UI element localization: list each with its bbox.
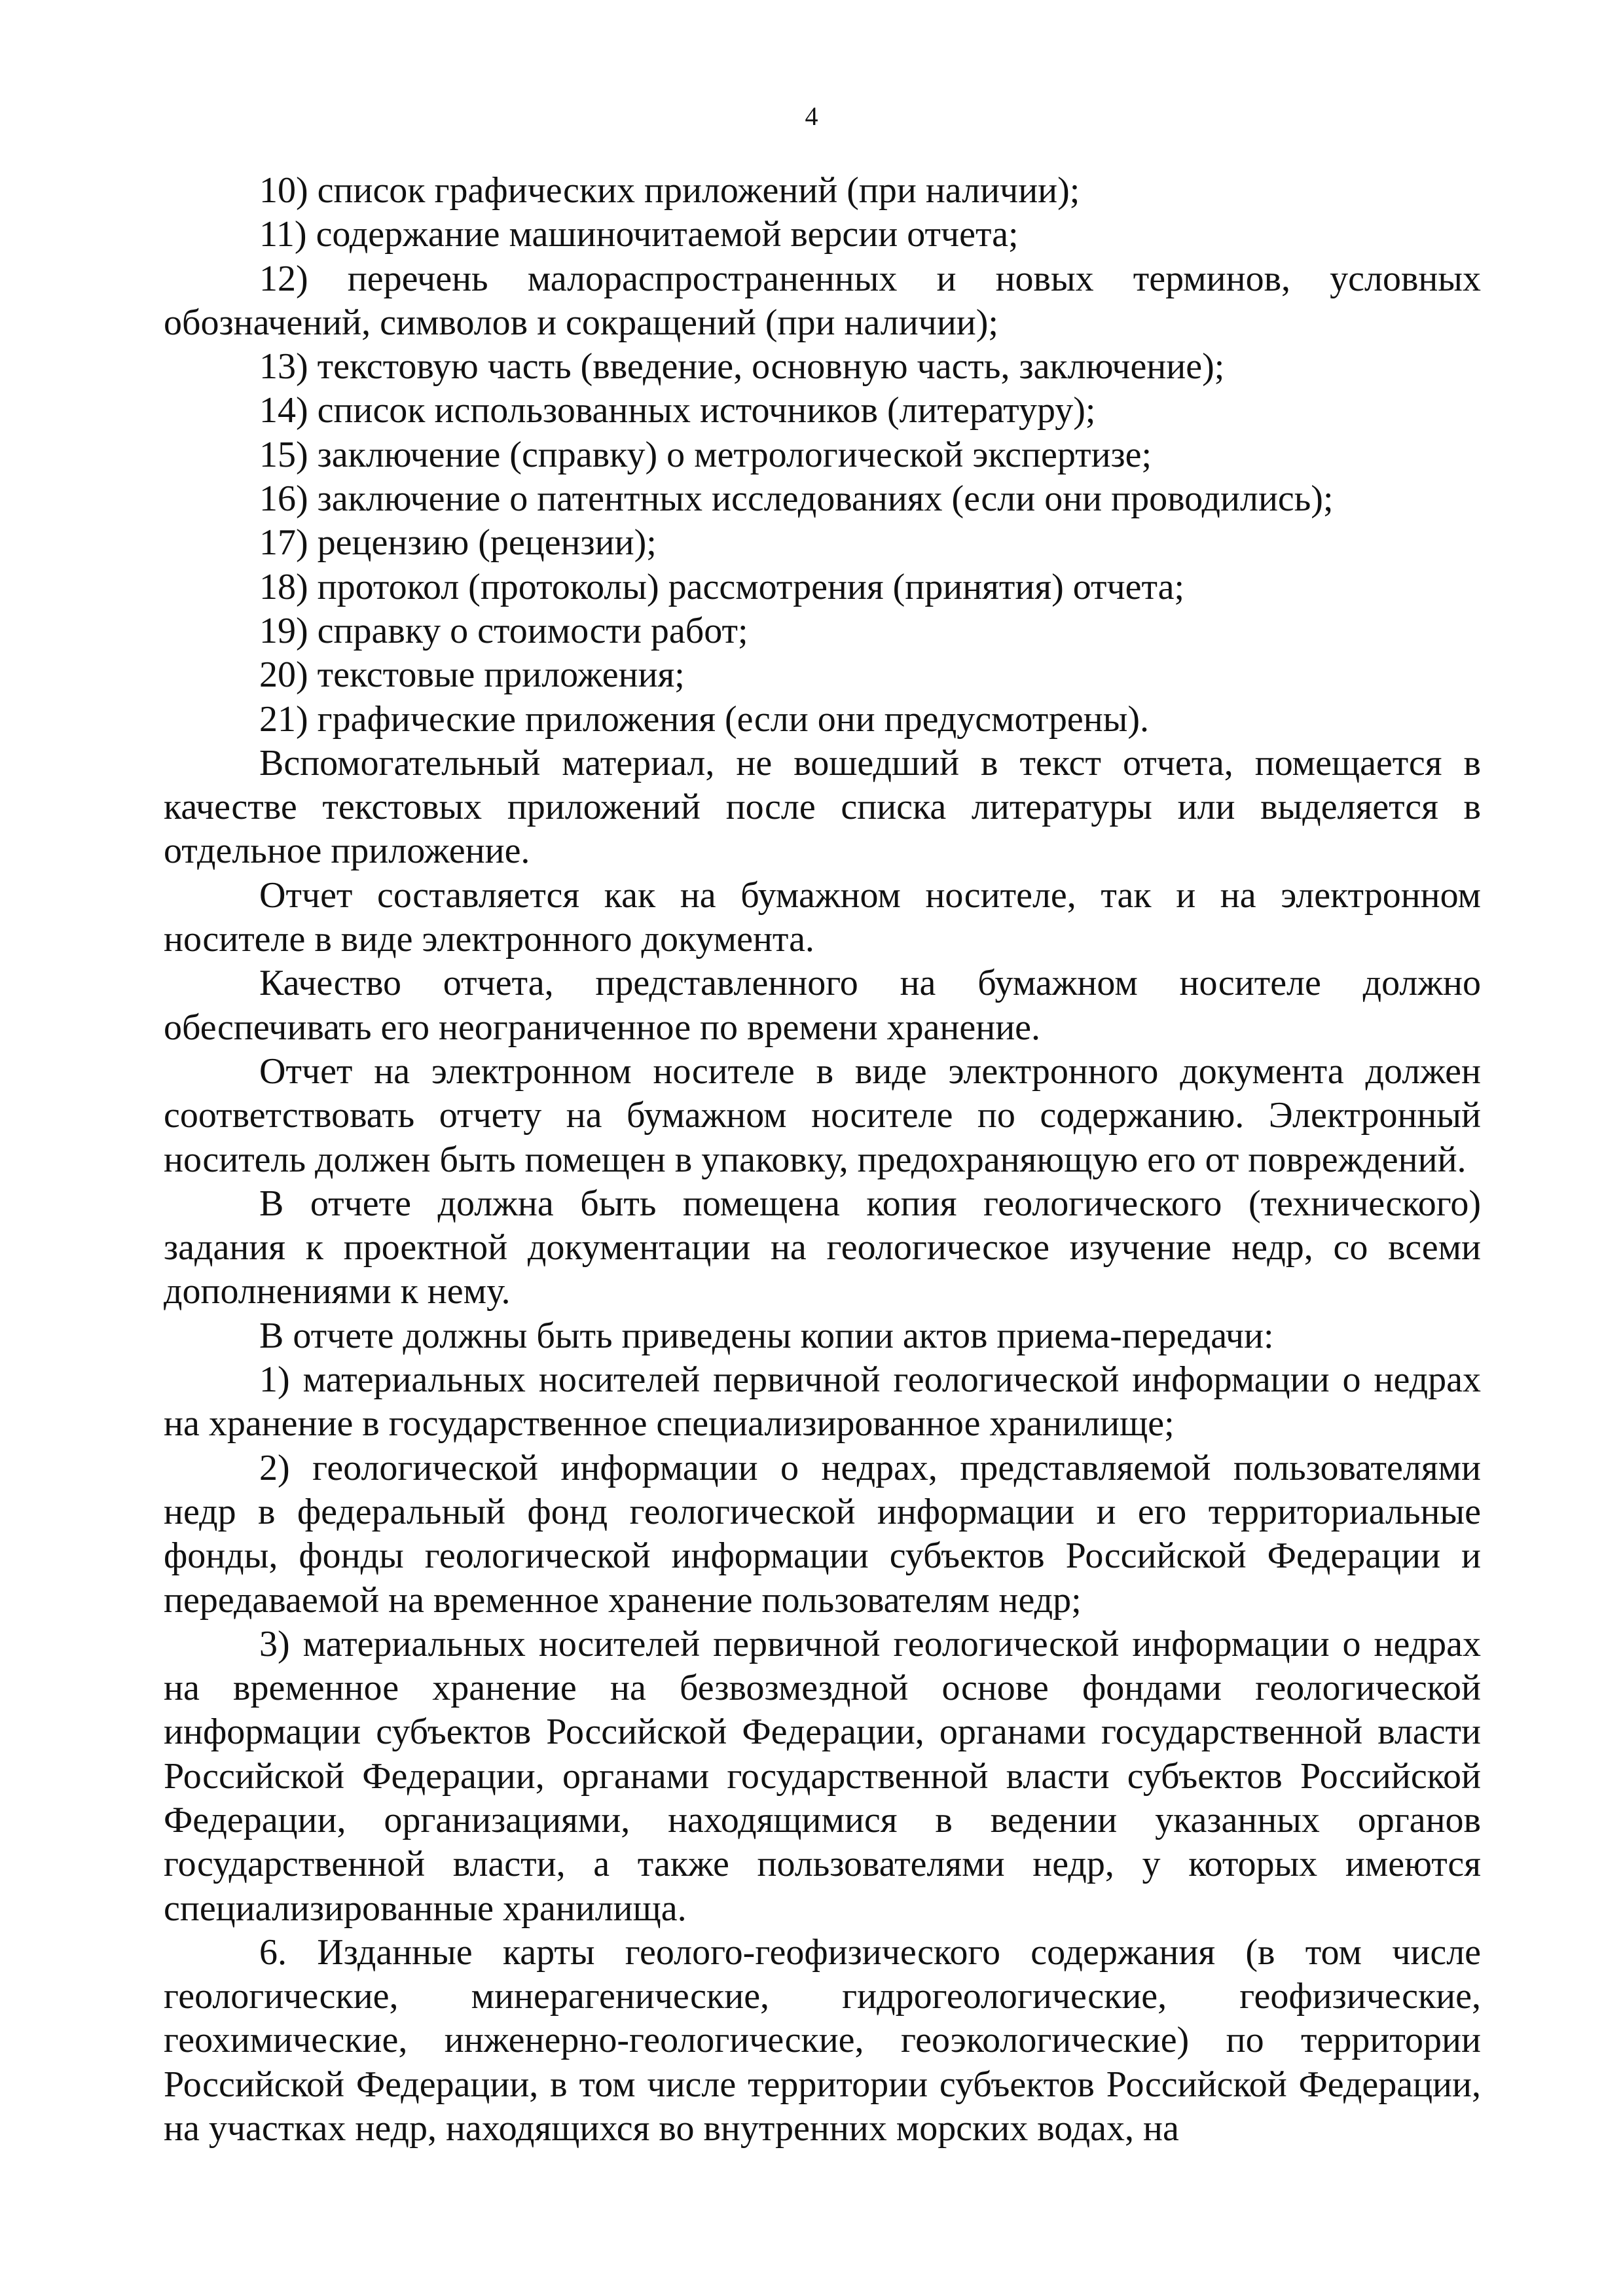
paragraph-auxiliary-material: Вспомогательный материал, не вошедший в текст отчета, помещается в качестве текстовых приложений после списка литературы или выделяется в отдельное приложение. (164, 742, 1481, 872)
list-item: 12) перечень малораспространенных и новых терминов, условных обозначений, символов и сокращений (при наличии); (164, 258, 1481, 343)
list-item: 18) протокол (протоколы) рассмотрения (принятия) отчета; (259, 566, 1185, 607)
paragraph-task-copy: В отчете должна быть помещена копия геологического (технического) задания к проектной документации на геологическое изучение недр, со всеми дополнениями к нему. (164, 1183, 1481, 1312)
paragraph-item-6: 6. Изданные карты геолого-геофизического содержания (в том числе геологические, минерагенические, гидрогеологические, геофизические, геохимические, инженерно-геологические, геоэкологические) по территории Российской Федерации, в том числе территории субъектов Российской Федерации, на участках недр, находящихся во внутренних морских водах, на (164, 1931, 1481, 2149)
list-item: 10) список графических приложений (при наличии); (259, 170, 1080, 211)
list-item: 20) текстовые приложения; (259, 655, 685, 696)
paragraph-act-2: 2) геологической информации о недрах, представляемой пользователями недр в федеральный фонд геологической информации и его территориальные фонды, фонды геологической информации субъектов Российской Федерации и передаваемой на временное хранение пользователям недр; (164, 1447, 1481, 1621)
list-item: 13) текстовую часть (введение, основную часть, заключение); (259, 346, 1225, 387)
list-item: 15) заключение (справку) о метрологической экспертизе; (259, 434, 1152, 475)
document-body (164, 169, 1481, 2151)
paragraph-report-media: Отчет составляется как на бумажном носителе, так и на электронном носителе в виде электронного документа. (164, 874, 1481, 960)
list-item: 19) справку о стоимости работ; (259, 610, 748, 651)
paragraph-acts-intro: В отчете должны быть приведены копии актов приема-передачи: (259, 1315, 1274, 1356)
list-item: 16) заключение о патентных исследованиях (если они проводились); (259, 478, 1334, 520)
paragraph-paper-quality: Качество отчета, представленного на бумажном носителе должно обеспечивать его неограниченное по времени хранение. (164, 963, 1481, 1048)
paragraph-act-1: 1) материальных носителей первичной геологической информации о недрах на хранение в государственное специализированное хранилище; (164, 1359, 1481, 1444)
paragraph-act-3: 3) материальных носителей первичной геологической информации о недрах на временное хранение на безвозмездной основе фондами геологической информации субъектов Российской Федерации, органами государственной власти Российской Федерации, органами государственной власти субъектов Российской Федерации, организациями, находящимися в ведении указанных органов государственной власти, а также пользователями недр, у которых имеются специализированные хранилища. (164, 1623, 1481, 1929)
list-item: 11) содержание машиночитаемой версии отчета; (259, 214, 1019, 255)
list-item: 21) графические приложения (если они предусмотрены). (259, 698, 1150, 740)
list-item: 14) список использованных источников (литературу); (259, 390, 1096, 431)
list-item: 17) рецензию (рецензии); (259, 522, 657, 564)
page-number: 4 (805, 101, 818, 131)
paragraph-electronic-report: Отчет на электронном носителе в виде электронного документа должен соответствовать отчету на бумажном носителе по содержанию. Электронный носитель должен быть помещен в упаковку, предохраняющую его от повреждений. (164, 1050, 1481, 1180)
